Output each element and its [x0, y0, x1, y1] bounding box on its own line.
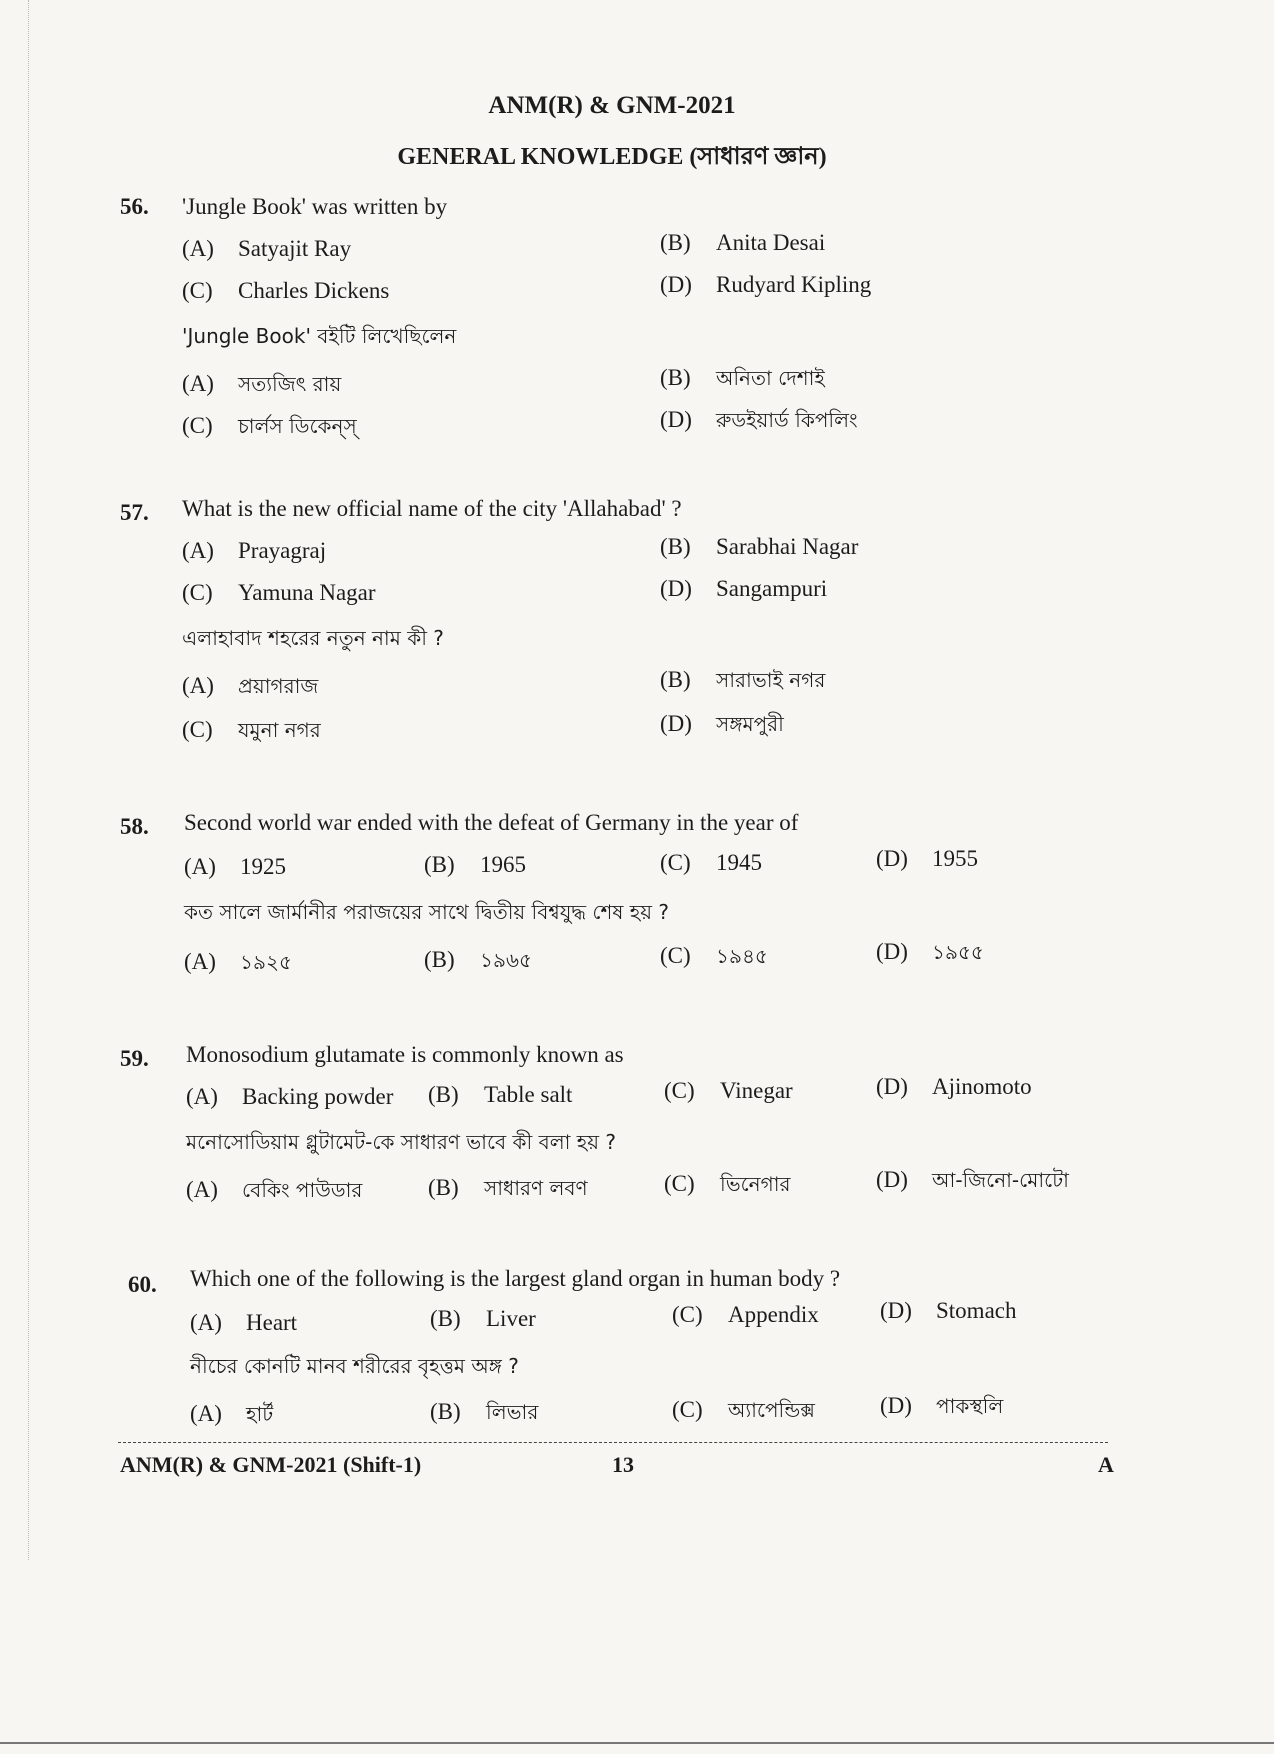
section-title: GENERAL KNOWLEDGE (সাধারণ জ্ঞান)	[397, 144, 827, 170]
option-c-en: (C) Charles Dickens	[182, 278, 390, 303]
option-b-en: (B) Table salt	[428, 1082, 573, 1107]
option-b-bn: (B) লিভার	[430, 1399, 539, 1424]
option-a-en: (A) Prayagraj	[182, 538, 327, 563]
question-number: 56.	[120, 194, 149, 219]
question-text-bn: নীচের কোনটি মানব শরীরের বৃহত্তম অঙ্গ ?	[190, 1354, 519, 1378]
option-c-en: (C) Yamuna Nagar	[182, 580, 376, 605]
option-c-en: (C) Vinegar	[664, 1078, 793, 1103]
option-a-bn: (A) বেকিং পাউডার	[186, 1177, 363, 1202]
exam-title: ANM(R) & GNM-2021	[488, 92, 736, 119]
option-a-bn: (A) সত্যজিৎ রায়	[182, 371, 342, 396]
option-b-bn: (B) সারাভাই নগর	[660, 667, 826, 692]
option-a-en: (A) 1925	[184, 854, 286, 879]
option-c-bn: (C) যমুনা নগর	[182, 717, 321, 742]
option-a-en: (A) Heart	[190, 1310, 298, 1335]
question-text-en: Monosodium glutamate is commonly known as	[186, 1042, 624, 1067]
question-text-bn: এলাহাবাদ শহরের নতুন নাম কী ?	[182, 626, 444, 650]
bottom-edge-line	[0, 1742, 1274, 1744]
question-text-bn: 'Jungle Book' বইটি লিখেছিলেন	[182, 324, 457, 348]
option-d-bn: (D) সঙ্গমপুরী	[660, 711, 784, 736]
option-a-bn: (A) প্রয়াগরাজ	[182, 673, 319, 698]
option-d-en: (D) Ajinomoto	[876, 1074, 1032, 1099]
option-d-bn: (D) রুডইয়ার্ড কিপলিং	[660, 407, 858, 432]
option-a-en: (A) Satyajit Ray	[182, 236, 352, 261]
question-text-en: 'Jungle Book' was written by	[182, 194, 448, 219]
option-d-en: (D) Sangampuri	[660, 576, 828, 601]
option-b-bn: (B) অনিতা দেশাই	[660, 365, 825, 390]
option-b-en: (B) 1965	[424, 852, 526, 877]
question-number: 57.	[120, 500, 149, 525]
question-number: 60.	[128, 1272, 157, 1297]
question-number: 58.	[120, 814, 149, 839]
option-a-bn: (A) ১৯২৫	[184, 949, 292, 974]
option-c-en: (C) Appendix	[672, 1302, 819, 1327]
question-text-bn: কত সালে জার্মানীর পরাজয়ের সাথে দ্বিতীয় বিশ্বযুদ্ধ শেষ হয় ?	[184, 900, 669, 924]
option-c-bn: (C) চার্লস ডিকেন্স্	[182, 413, 357, 438]
option-d-bn: (D) আ-জিনো-মোটো	[876, 1167, 1069, 1192]
option-d-bn: (D) ১৯৫৫	[876, 939, 984, 964]
option-c-en: (C) 1945	[660, 850, 762, 875]
scan-edge	[8, 0, 29, 1560]
page-number: 13	[612, 1452, 634, 1477]
option-b-en: (B) Liver	[430, 1306, 536, 1331]
question-number: 59.	[120, 1046, 149, 1071]
option-b-en: (B) Sarabhai Nagar	[660, 534, 859, 559]
option-b-en: (B) Anita Desai	[660, 230, 826, 255]
footer-exam-label: ANM(R) & GNM-2021 (Shift-1)	[120, 1452, 422, 1477]
question-text-en: Which one of the following is the largest gland organ in human body ?	[190, 1266, 841, 1291]
option-b-bn: (B) সাধারণ লবণ	[428, 1175, 588, 1200]
footer-divider	[118, 1442, 1108, 1443]
option-d-en: (D) 1955	[876, 846, 978, 871]
option-c-bn: (C) ১৯৪৫	[660, 943, 768, 968]
question-text-bn: মনোসোডিয়াম গ্লুটামেট-কে সাধারণ ভাবে কী বলা হয় ?	[186, 1130, 617, 1154]
option-b-bn: (B) ১৯৬৫	[424, 947, 532, 972]
question-text-en: Second world war ended with the defeat of Germany in the year of	[184, 810, 799, 835]
option-c-bn: (C) অ্যাপেন্ডিক্স	[672, 1397, 815, 1422]
booklet-code: A	[1098, 1452, 1114, 1477]
option-d-en: (D) Stomach	[880, 1298, 1017, 1323]
option-c-bn: (C) ভিনেগার	[664, 1171, 791, 1196]
question-text-en: What is the new official name of the city 'Allahabad' ?	[182, 496, 682, 521]
option-a-bn: (A) হার্ট	[190, 1401, 274, 1426]
option-d-bn: (D) পাকস্থলি	[880, 1393, 1004, 1418]
option-a-en: (A) Backing powder	[186, 1084, 394, 1109]
option-d-en: (D) Rudyard Kipling	[660, 272, 872, 297]
